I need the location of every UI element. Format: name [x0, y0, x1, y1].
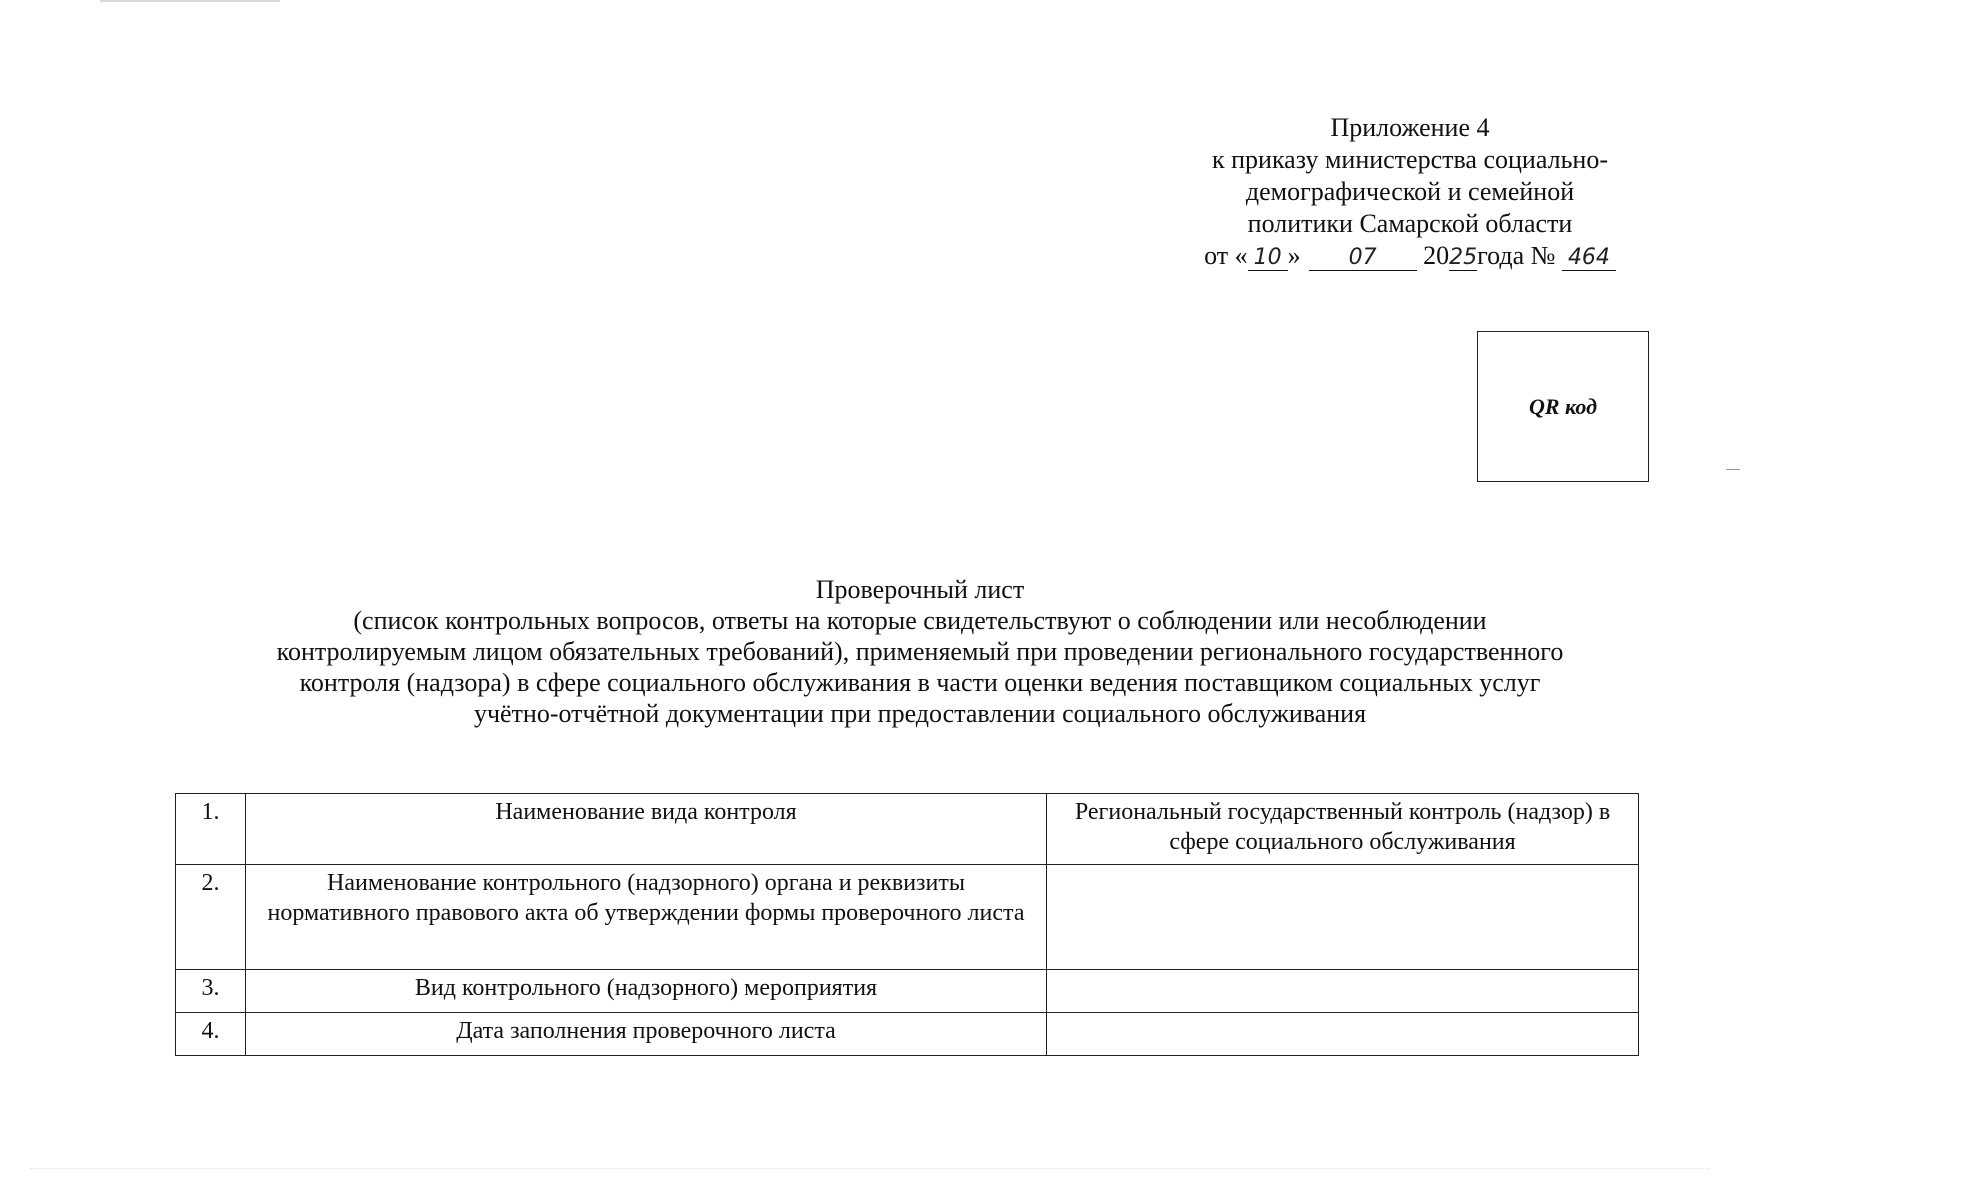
- row-label: Вид контрольного (надзорного) мероприятия: [246, 970, 1047, 1013]
- order-date-line: [1150, 240, 1670, 272]
- row-number: 3.: [176, 970, 246, 1013]
- row-number: 2.: [176, 865, 246, 970]
- checklist-table: [175, 793, 1639, 1056]
- row-number: 4.: [176, 1013, 246, 1056]
- row-value-empty[interactable]: [1047, 1013, 1639, 1056]
- row-value: Региональный государственный контроль (надзор) в сфере социального обслуживания: [1047, 794, 1639, 865]
- checklist-title: Проверочный лист: [815, 575, 1025, 604]
- appendix-region-line: политики Самарской области: [1247, 209, 1573, 238]
- year-prefix: 20: [1423, 241, 1450, 270]
- checklist-subtitle-line-4: учётно-отчётной документации при предоставлении социального обслуживания: [473, 699, 1367, 728]
- qr-code-label: QR код: [1529, 393, 1597, 419]
- date-prefix: от «: [1204, 241, 1248, 270]
- order-day-handwritten: 10: [1248, 246, 1288, 271]
- year-word: года №: [1477, 241, 1556, 270]
- appendix-order-line: к приказу министерства социально-: [1211, 145, 1609, 174]
- appendix-number: Приложение 4: [1330, 113, 1490, 142]
- table-row: [176, 794, 1639, 865]
- checklist-subtitle-line-3: контроля (надзора) в сфере социального обслуживания в части оценки ведения поставщиком социальных услуг: [299, 668, 1541, 697]
- scan-artifact-bottom: [30, 1168, 1710, 1169]
- scan-artifact-top: [100, 0, 280, 2]
- order-month-handwritten: 07: [1309, 246, 1417, 271]
- row-label: Наименование вида контроля: [246, 794, 1047, 865]
- scan-artifact-dash: [1726, 469, 1740, 470]
- row-value-empty[interactable]: [1047, 865, 1639, 970]
- order-number-handwritten: 464: [1562, 246, 1616, 271]
- row-label: Дата заполнения проверочного листа: [246, 1013, 1047, 1056]
- table-row: [176, 865, 1639, 970]
- table-row: [176, 970, 1639, 1013]
- row-number: 1.: [176, 794, 246, 865]
- checklist-subtitle-line-2: контролируемым лицом обязательных требований), применяемый при проведении регионального государственного: [276, 637, 1564, 666]
- row-value-empty[interactable]: [1047, 970, 1639, 1013]
- appendix-header: [1150, 112, 1670, 272]
- checklist-subtitle-line-1: (список контрольных вопросов, ответы на которые свидетельствуют о соблюдении или несоблюдении: [353, 606, 1487, 635]
- appendix-ministry-line: демографической и семейной: [1245, 177, 1575, 206]
- table-row: [176, 1013, 1639, 1056]
- row-label: Наименование контрольного (надзорного) органа и реквизиты нормативного правового акта об утверждении формы проверочного листа: [246, 865, 1047, 970]
- order-year-handwritten: 25: [1449, 245, 1478, 270]
- checklist-title-block: [160, 574, 1680, 729]
- qr-code-placeholder: [1477, 331, 1649, 482]
- date-quote-close: »: [1287, 241, 1301, 270]
